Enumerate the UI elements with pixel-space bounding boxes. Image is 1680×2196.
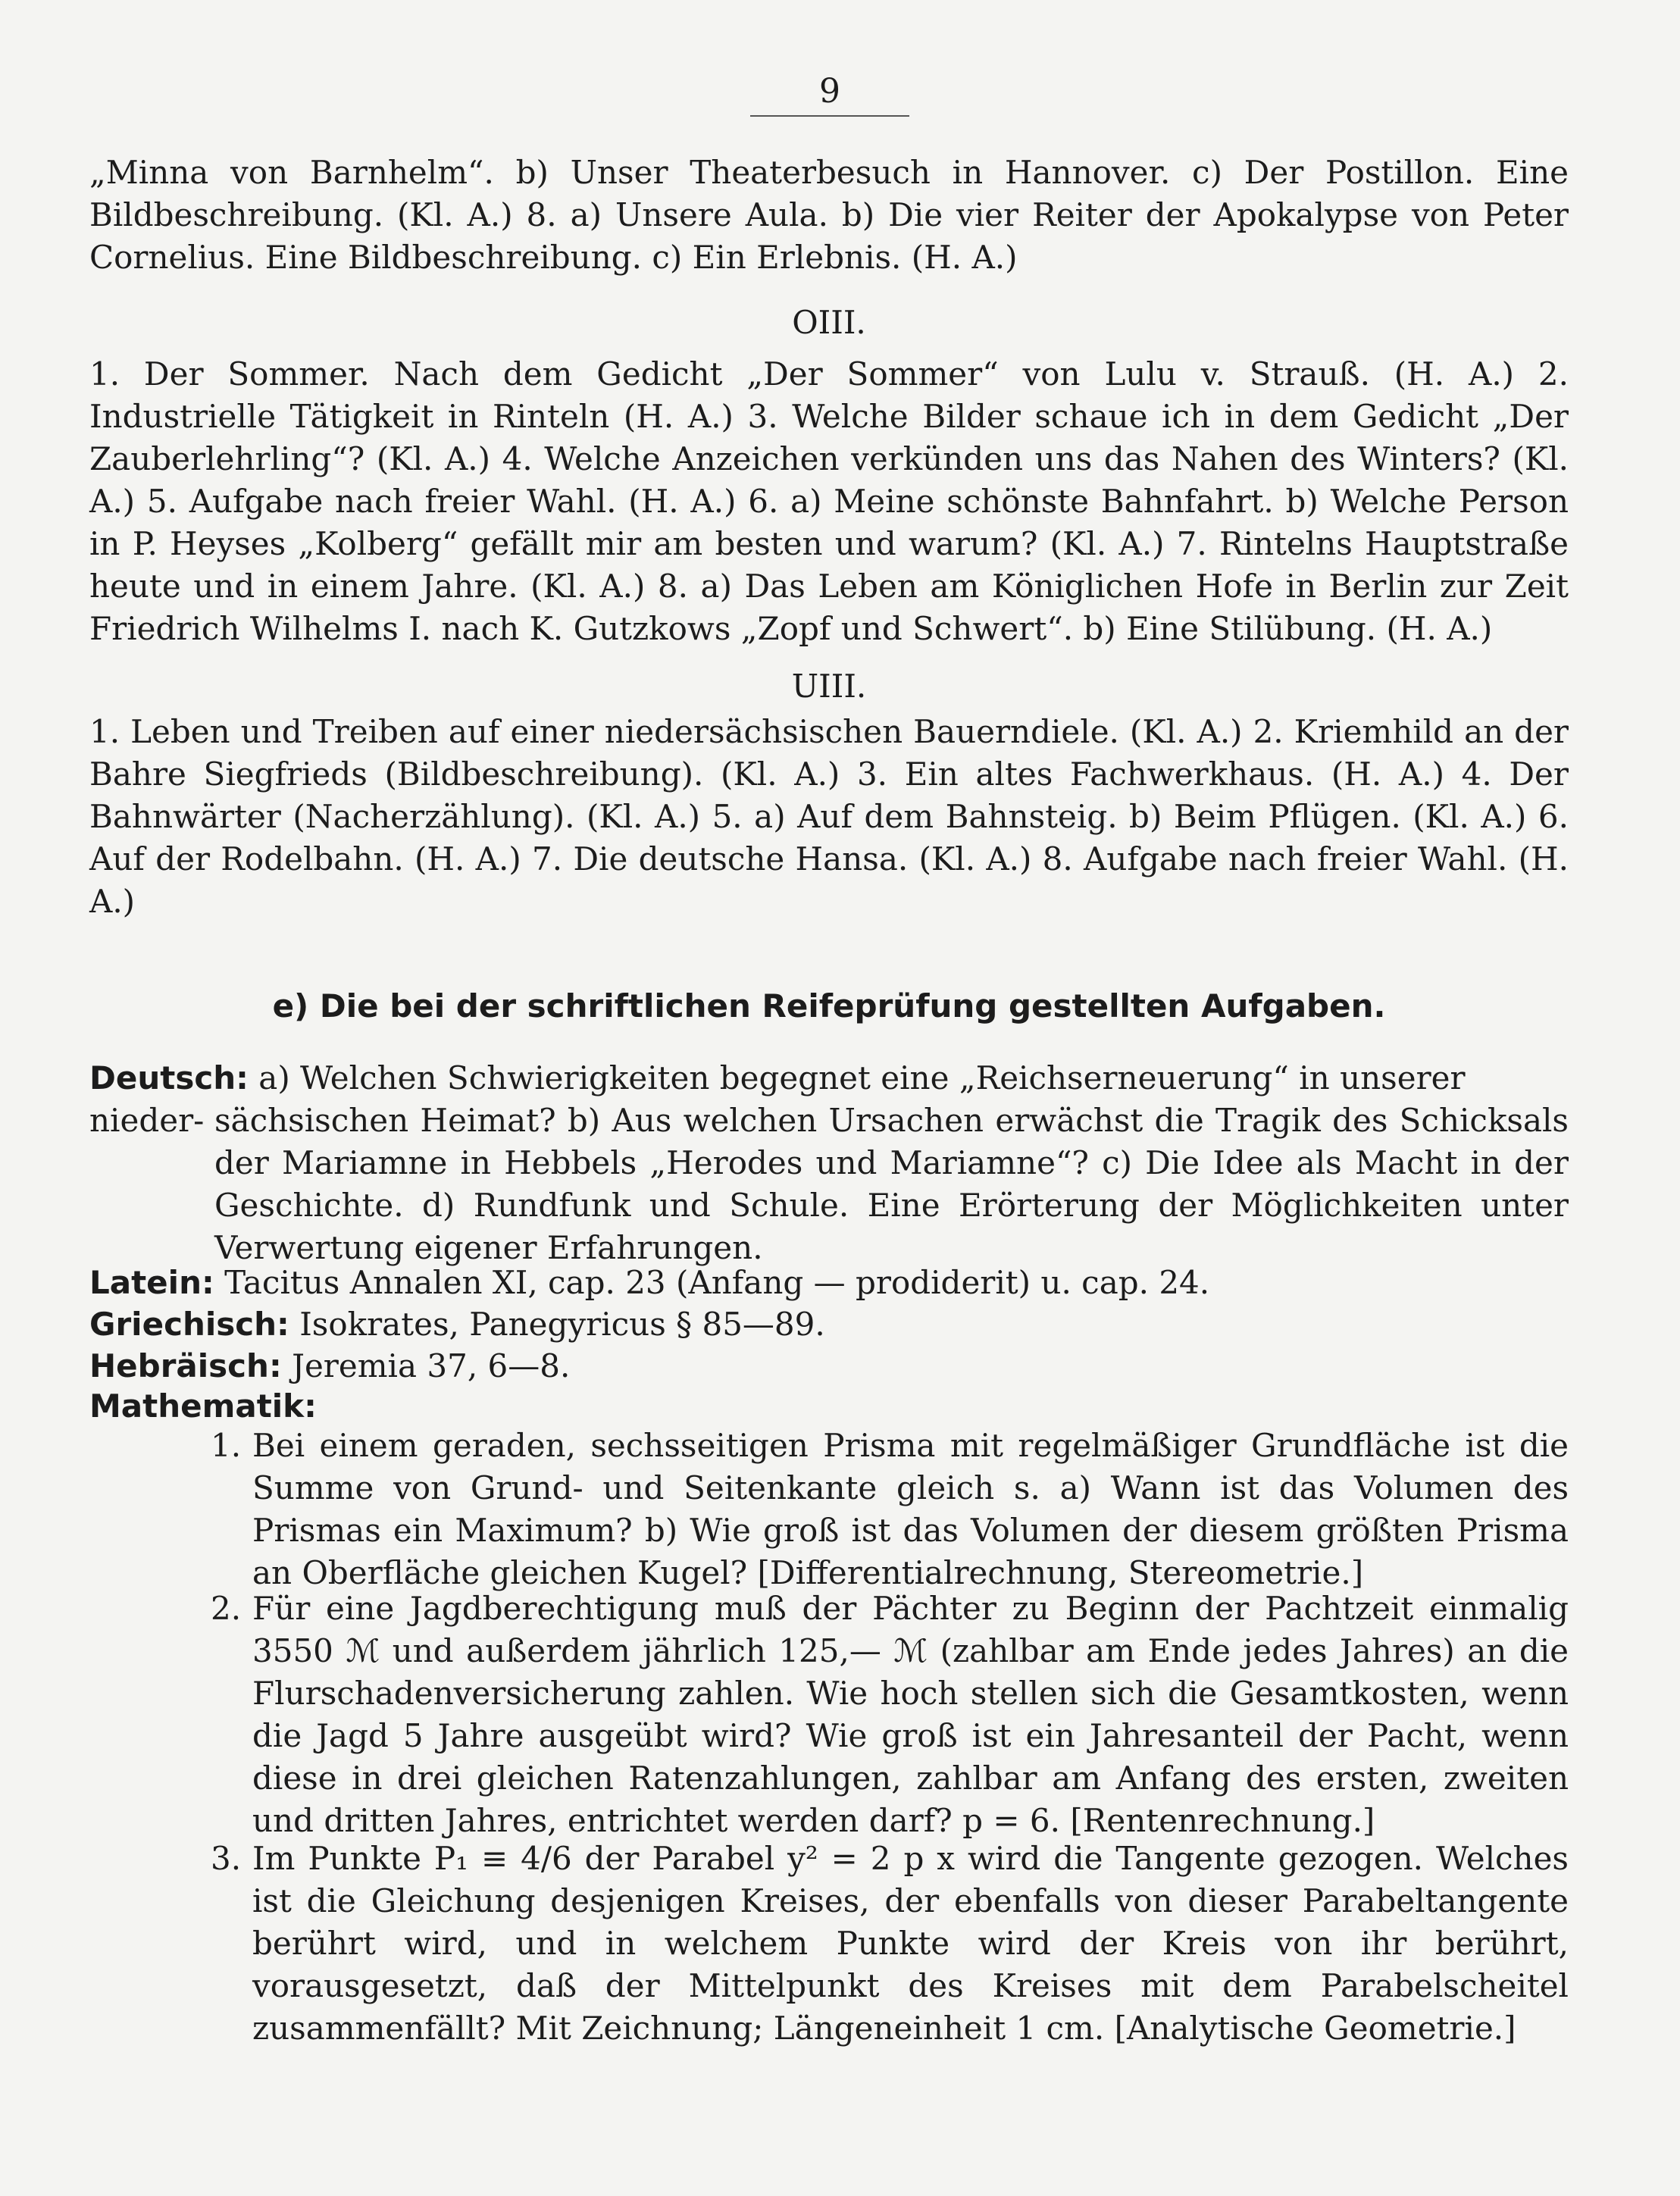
mathematik-entry: [89, 1385, 1569, 1428]
uiii-paragraph: 1. Leben und Treiben auf einer niedersächsischen Bauerndiele. (Kl. A.) 2. Kriemhild an der Bahre Siegfrieds (Bildbeschreibung). (Kl. A.) 3. Ein altes Fachwerkhaus. (H. A.) 4. Der Bahnwärter (Nacherzählung). (Kl. A.) 5. a) Auf dem Bahnsteig. b) Beim Pflügen. (Kl. A.) 6. Auf der Rodelbahn. (H. A.) 7. Die deutsche Hansa. (Kl. A.) 8. Aufgabe nach freier Wahl. (H. A.): [89, 713, 1569, 920]
math-task-number: 2.: [211, 1590, 242, 1627]
math-task-text: Im Punkte P₁ ≡ 4/6 der Parabel y² = 2 p x wird die Tangente gezogen. Welches ist die Gleichung desjenigen Kreises, der ebenfalls von dieser Parabeltangente berührt wird, und in welchem Punkte wird der Kreis von ihr berührt, vorausgesetzt, daß der Mittelpunkt des Kreises mit dem Parabelscheitel zusammenfällt? Mit Zeichnung; Längeneinheit 1 cm. [Analytische Geometrie.]: [252, 1840, 1569, 2047]
math-task-number: 1.: [211, 1427, 242, 1464]
oiii-heading: OIII.: [792, 304, 866, 341]
math-task-1: [211, 1425, 1569, 1594]
deutsch-continuation: sächsischen Heimat? b) Aus welchen Ursachen erwächst die Tragik des Schicksals der Mariamne in Hebbels „Herodes und Mariamne“? c) Die Idee als Macht in der Geschichte. d) Rundfunk und Schule. Eine Erörterung der Möglichkeiten unter Verwertung eigener Erfahrungen.: [214, 1102, 1569, 1266]
latein-entry: [89, 1262, 1569, 1304]
griechisch-label: Griechisch:: [89, 1306, 289, 1343]
hebraeisch-entry: [89, 1345, 1569, 1387]
math-task-text: Für eine Jagdberechtigung muß der Pächter zu Beginn der Pachtzeit einmalig 3550 ℳ und außerdem jährlich 125,— ℳ (zahlbar am Ende jedes Jahres) an die Flurschadenversicherung zahlen. Wie hoch stellen sich die Gesamtkosten, wenn die Jagd 5 Jahre ausgeübt wird? Wie groß ist ein Jahresanteil der Pacht, wenn diese in drei gleichen Ratenzahlungen, zahlbar am Anfang des ersten, zweiten und dritten Jahres, entrichtet werden darf? p = 6. [Rentenrechnung.]: [252, 1590, 1569, 1839]
griechisch-text: Isokrates, Panegyricus § 85—89.: [299, 1306, 825, 1343]
hebraeisch-text: Jeremia 37, 6—8.: [292, 1347, 571, 1384]
deutsch-first-line: a) Welchen Schwierigkeiten begegnet eine „Reichserneuerung“ in unserer nieder-: [89, 1059, 1466, 1139]
math-task-text: Bei einem geraden, sechsseitigen Prisma mit regelmäßiger Grundfläche ist die Summe von Grund- und Seitenkante gleich s. a) Wann ist das Volumen des Prismas ein Maximum? b) Wie groß ist das Volumen der diesem größten Prisma an Oberfläche gleichen Kugel? [Differentialrechnung, Stereometrie.]: [252, 1427, 1569, 1591]
page-number: 9: [750, 72, 909, 117]
math-task-3: [211, 1838, 1569, 2050]
reifepruefung-heading: e) Die bei der schriftlichen Reifeprüfung gestellten Aufgaben.: [272, 987, 1386, 1024]
deutsch-label: Deutsch:: [89, 1059, 249, 1096]
hebraeisch-label: Hebräisch:: [89, 1347, 282, 1384]
mathematik-label: Mathematik:: [89, 1387, 317, 1425]
latein-label: Latein:: [89, 1264, 214, 1301]
math-task-number: 3.: [211, 1840, 242, 1877]
oiii-paragraph: 1. Der Sommer. Nach dem Gedicht „Der Sommer“ von Lulu v. Strauß. (H. A.) 2. Industrielle Tätigkeit in Rinteln (H. A.) 3. Welche Bilder schaue ich in dem Gedicht „Der Zauberlehrling“? (Kl. A.) 4. Welche Anzeichen verkünden uns das Nahen des Winters? (Kl. A.) 5. Aufgabe nach freier Wahl. (H. A.) 6. a) Meine schönste Bahnfahrt. b) Welche Person in P. Heyses „Kolberg“ gefällt mir am besten und warum? (Kl. A.) 7. Rintelns Hauptstraße heute und in einem Jahre. (Kl. A.) 8. a) Das Leben am Königlichen Hofe in Berlin zur Zeit Friedrich Wilhelms I. nach K. Gutzkows „Zopf und Schwert“. b) Eine Stilübung. (H. A.): [89, 355, 1569, 647]
griechisch-entry: [89, 1303, 1569, 1346]
intro-paragraph: „Minna von Barnhelm“. b) Unser Theaterbesuch in Hannover. c) Der Postillon. Eine Bildbeschreibung. (Kl. A.) 8. a) Unsere Aula. b) Die vier Reiter der Apokalypse von Peter Cornelius. Eine Bildbeschreibung. c) Ein Erlebnis. (H. A.): [89, 154, 1569, 276]
latein-text: Tacitus Annalen XI, cap. 23 (Anfang — prodiderit) u. cap. 24.: [224, 1264, 1210, 1301]
uiii-heading: UIII.: [791, 668, 867, 705]
math-task-2: [211, 1588, 1569, 1842]
